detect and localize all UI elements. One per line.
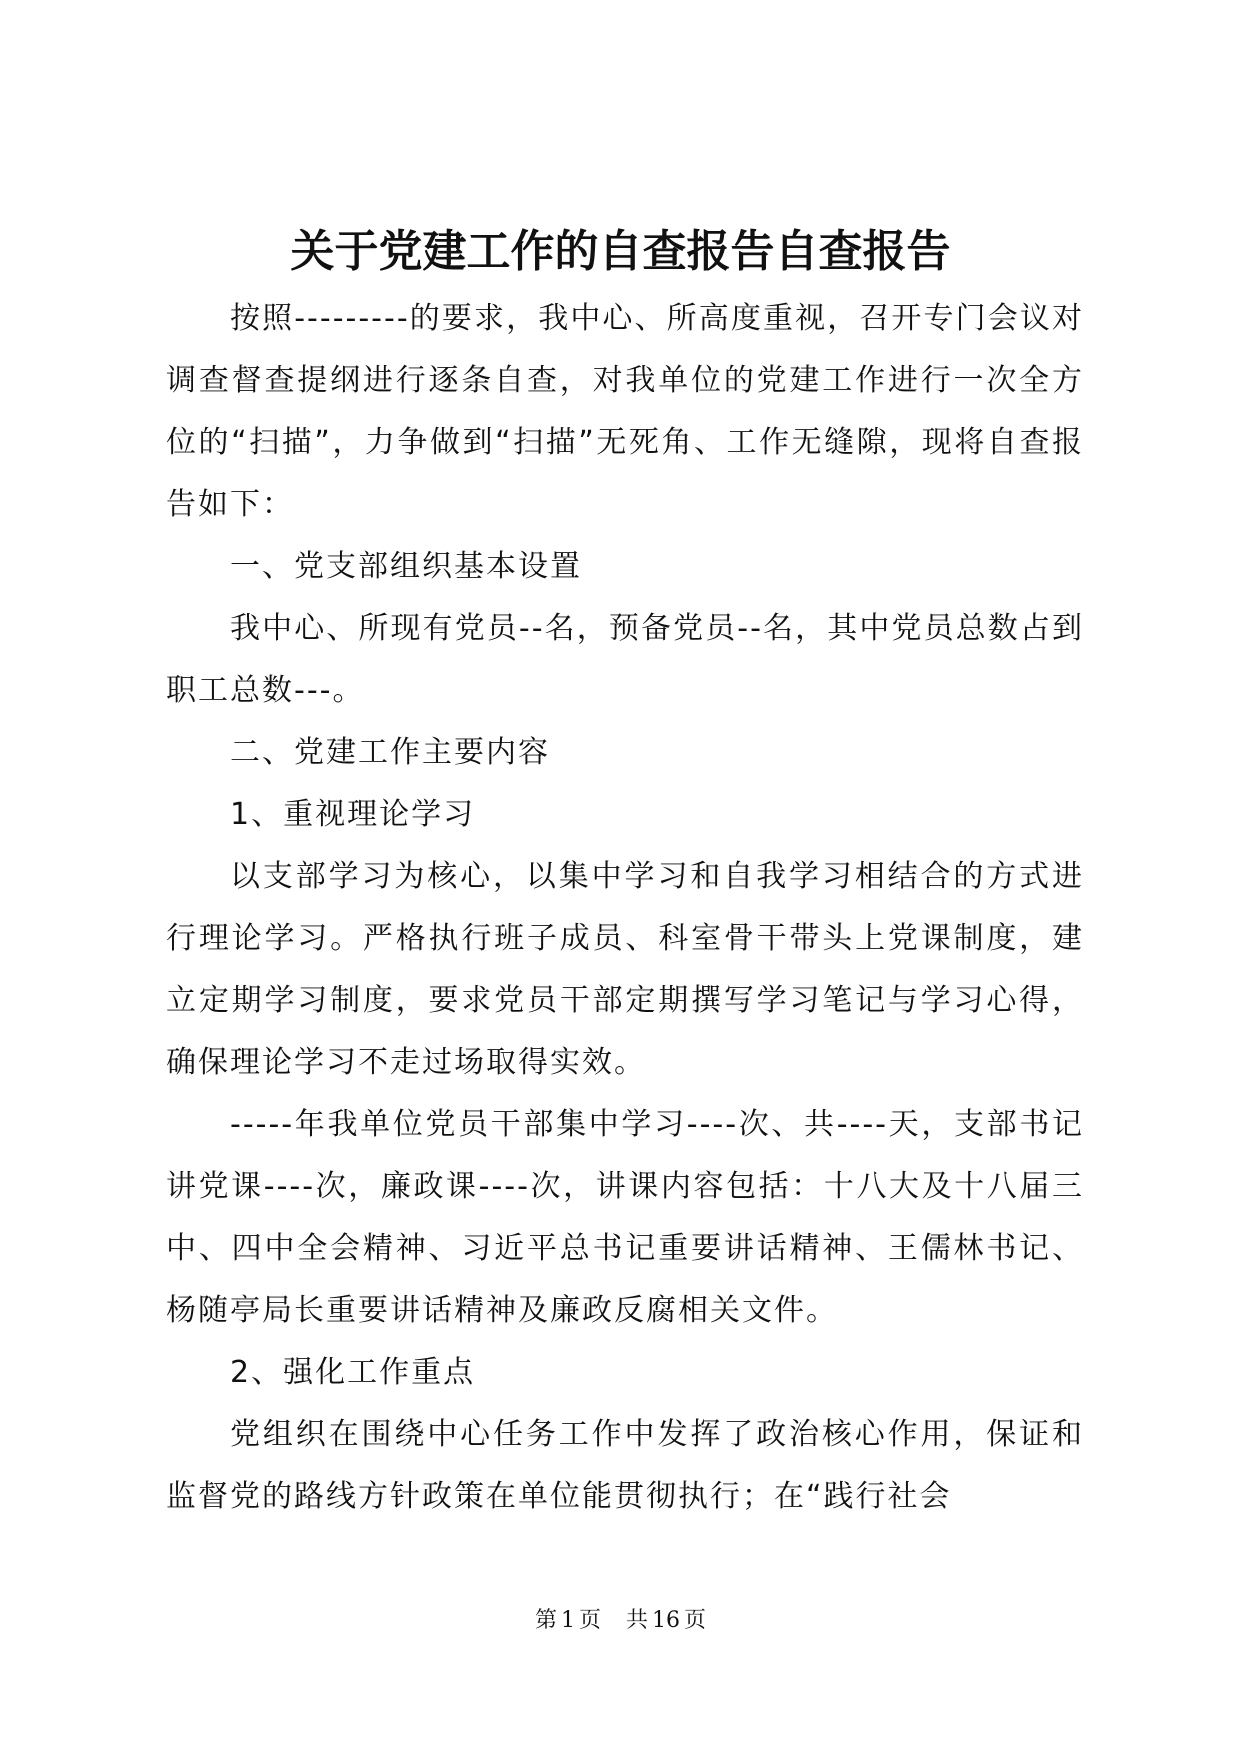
subsection-heading-1: 1、重视理论学习 (230, 797, 476, 832)
total-page-count: 16 (652, 1608, 680, 1633)
section-heading-1: 一、党支部组织基本设置 (230, 549, 582, 584)
current-page-number: 1 (560, 1608, 575, 1633)
page-label-prefix: 第 (534, 1608, 557, 1633)
paragraph-intro: 按照---------的要求，我中心、所高度重视，召开专门会议对调查督查提纲进行逐条自查，对我单位的党建工作进行一次全方位的“扫描”，力争做到“扫描”无死角、工作无缝隙，现将自查报告如下： (166, 301, 1084, 522)
document-body (166, 288, 1084, 1528)
paragraph-focus: 党组织在围绕中心任务工作中发挥了政治核心作用，保证和监督党的路线方针政策在单位能贯彻执行；在“践行社会 (166, 1417, 1084, 1514)
paragraph-membership: 我中心、所现有党员--名，预备党员--名，其中党员总数占到职工总数---。 (166, 611, 1084, 708)
paragraph-study-stats: -----年我单位党员干部集中学习----次、共----天，支部书记讲党课----次，廉政课----次，讲课内容包括：十八大及十八届三中、四中全会精神、习近平总书记重要讲话精神、王儒林书记、杨随亭局长重要讲话精神及廉政反腐相关文件。 (166, 1107, 1084, 1328)
page-footer (0, 1606, 1241, 1636)
total-label-suffix: 页 (684, 1608, 707, 1633)
paragraph-study: 以支部学习为核心，以集中学习和自我学习相结合的方式进行理论学习。严格执行班子成员、科室骨干带头上党课制度，建立定期学习制度，要求党员干部定期撰写学习笔记与学习心得，确保理论学习不走过场取得实效。 (166, 859, 1084, 1080)
page-label-suffix: 页 (578, 1608, 601, 1633)
subsection-heading-2: 2、强化工作重点 (230, 1355, 476, 1390)
section-heading-2: 二、党建工作主要内容 (230, 735, 550, 770)
total-label-prefix: 共 (625, 1608, 648, 1633)
document-title: 关于党建工作的自查报告自查报告 (290, 226, 951, 277)
